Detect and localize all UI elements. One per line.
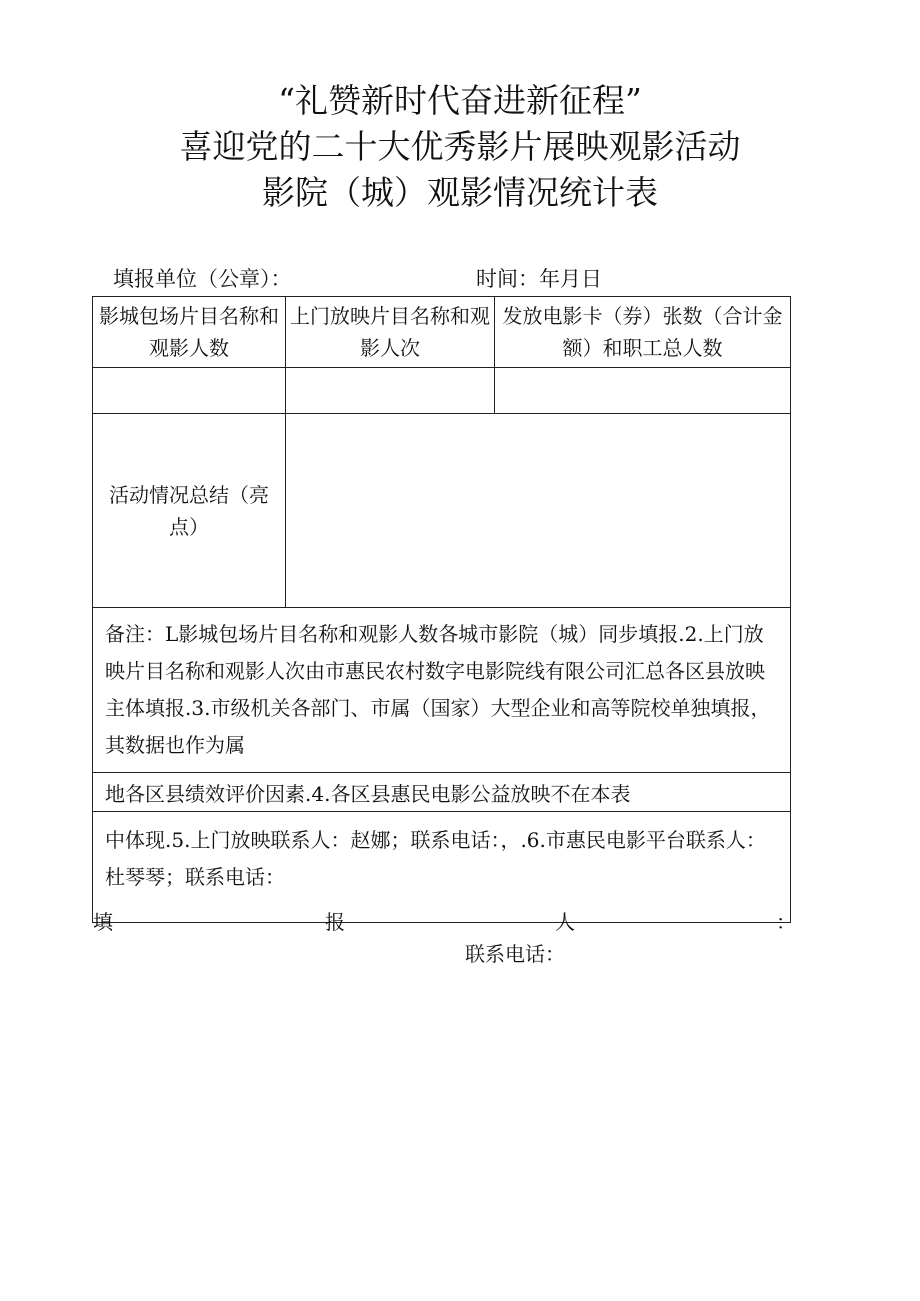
filing-unit-label: 填报单位（公章）：	[113, 267, 292, 291]
input-cell-cinema-screenings[interactable]	[93, 368, 286, 414]
meta-row	[0, 264, 920, 294]
filler-signature-row	[93, 908, 796, 936]
title-line-1: “礼赞新时代奋进新征程”	[278, 81, 642, 120]
input-cell-door-to-door[interactable]	[286, 368, 495, 414]
table-header-row	[93, 297, 791, 368]
notes-text-1: 备注：L影城包场片目名称和观影人数各城市影院（城）同步填报.2.上门放映片目名称和观影人次由市惠民农村数字电影院线有限公司汇总各区县放映主体填报.3.市级机关各部门、市属（国家）大型企业和高等院校单独填报，其数据也作为属	[93, 608, 791, 773]
notes-text-3: 中体现.5.上门放映联系人：赵娜；联系电话：，.6.市惠民电影平台联系人：杜琴琴；联系电话：	[93, 812, 791, 923]
filler-char-2: 报	[325, 910, 345, 934]
summary-input-cell[interactable]	[286, 414, 791, 608]
notes-row-3	[93, 812, 791, 923]
notes-row-1	[93, 608, 791, 773]
filler-char-3: 人	[555, 910, 575, 934]
date-label: 时间：年月日	[476, 267, 602, 291]
notes-text-2: 地各区县绩效评价因素.4.各区县惠民电影公益放映不在本表	[93, 773, 791, 812]
document-title	[0, 78, 920, 216]
summary-row	[93, 414, 791, 608]
table-row	[93, 368, 791, 414]
notes-row-2	[93, 773, 791, 812]
statistics-table	[92, 296, 791, 923]
filler-char-4: ：	[776, 910, 796, 934]
input-cell-film-cards[interactable]	[495, 368, 791, 414]
title-line-2: 喜迎党的二十大优秀影片展映观影活动	[179, 127, 741, 166]
title-line-3: 影院（城）观影情况统计表	[262, 173, 658, 212]
filler-char-1: 填	[93, 910, 113, 934]
header-cell-film-cards: 发放电影卡（券）张数（合计金额）和职工总人数	[495, 297, 791, 368]
header-cell-cinema-screenings: 影城包场片目名称和观影人数	[93, 297, 286, 368]
summary-label-cell: 活动情况总结（亮点）	[93, 414, 286, 608]
header-cell-door-to-door: 上门放映片目名称和观影人次	[286, 297, 495, 368]
contact-phone-label: 联系电话：	[465, 942, 565, 966]
